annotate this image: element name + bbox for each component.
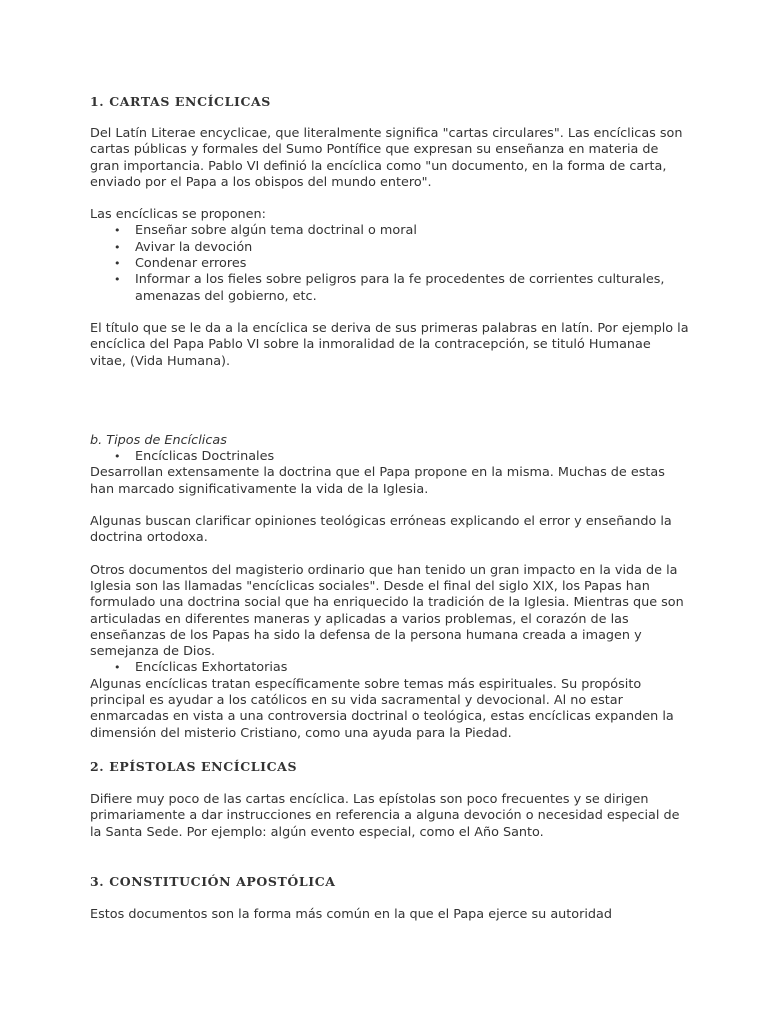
section-1-intro: Del Latín Literae encyclicae, que literalmente significa "cartas circulares". Las encíclicas son cartas públicas y formales del Sumo Pontífice que expresan su enseñanza en materia de gran importancia. Pablo VI definió la encíclica como "un documento, en la forma de carta, enviado por el Papa a los obispos del mundo entero". bbox=[90, 126, 683, 190]
list-item: • Avivar la devoción bbox=[135, 240, 690, 256]
types-heading: b. Tipos de Encíclicas bbox=[90, 432, 227, 448]
doctrinal-paragraph-1: Desarrollan extensamente la doctrina que el Papa propone en la misma. Muchas de estas han marcado significativamente la vida de la Iglesia. bbox=[90, 465, 665, 497]
doctrinal-paragraph-2: Algunas buscan clarificar opiniones teológicas erróneas explicando el error y enseñando la doctrina ortodoxa. bbox=[90, 514, 672, 546]
section-2-body: Difiere muy poco de las cartas encíclica. Las epístolas son poco frecuentes y se dirigen primariamente a dar instrucciones en referencia a alguna devoción o necesidad especial de la Santa Sede. Por ejemplo: algún evento especial, como el Año Santo. bbox=[90, 791, 680, 840]
purposes-list bbox=[90, 223, 690, 304]
list-item: • Informar a los fieles sobre peligros para la fe procedentes de corrientes culturales, amenazas del gobierno, etc. bbox=[135, 272, 690, 305]
section-2-title: 2. EPÍSTOLAS ENCÍCLICAS bbox=[90, 758, 298, 774]
exhortatory-list bbox=[90, 660, 690, 676]
exhortatory-paragraph: Algunas encíclicas tratan específicamente sobre temas más espirituales. Su propósito principal es ayudar a los católicos en su vida sacramental y devocional. Al no estar enmarcadas en vista a una controversia doctrinal o teológica, estas encíclicas expanden la dimensión del misterio Cristiano, como una ayuda para la Piedad. bbox=[90, 676, 674, 741]
purposes-lead: Las encíclicas se proponen: bbox=[90, 207, 266, 223]
doctrinal-list bbox=[90, 449, 690, 465]
title-note: El título que se le da a la encíclica se deriva de sus primeras palabras en latín. Por ejemplo la encíclica del Papa Pablo VI sobre la inmoralidad de la contracepción, se tituló Humanae vitae, (Vida Humana). bbox=[90, 320, 689, 369]
section-3-body: Estos documentos son la forma más común en la que el Papa ejerce su autoridad bbox=[90, 906, 613, 922]
doctrinal-paragraph-3: Otros documentos del magisterio ordinario que han tenido un gran impacto en la vida de la Iglesia son las llamadas "encíclicas sociales". Desde el final del siglo XIX, los Papas han formulado una doctrina social que ha enriquecido la tradición de la Iglesia. Mientras que son articuladas en diferentes maneras y aplicadas a varios problemas, el corazón de las enseñanzas de los Papas ha sido la defensa de la persona humana creada a imagen y semejanza de Dios. bbox=[90, 562, 684, 660]
section-3-title: 3. CONSTITUCIÓN APOSTÓLICA bbox=[90, 873, 336, 889]
list-item: • Encíclicas Doctrinales bbox=[135, 449, 690, 465]
section-1-title: 1. CARTAS ENCÍCLICAS bbox=[90, 94, 271, 109]
list-item: • Condenar errores bbox=[135, 256, 690, 272]
list-item: • Encíclicas Exhortatorias bbox=[135, 660, 690, 676]
document-page bbox=[90, 94, 690, 923]
list-item: • Enseñar sobre algún tema doctrinal o moral bbox=[135, 223, 690, 239]
